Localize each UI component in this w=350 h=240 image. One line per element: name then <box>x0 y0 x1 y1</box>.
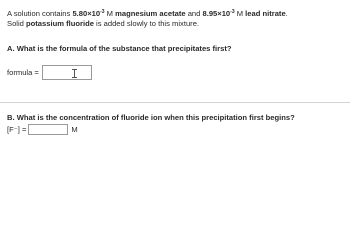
magnesium-species: magnesium acetate <box>115 9 186 18</box>
part-b-question <box>7 113 295 123</box>
problem-line-1 <box>7 9 347 19</box>
problem-line-2 <box>7 19 347 29</box>
lead-concentration-mantissa: 8.95×10 <box>202 9 231 18</box>
problem-text: A solution contains <box>7 9 73 18</box>
problem-text: Solid <box>7 19 26 28</box>
part-a-suffix: of the substance that precipitates first? <box>87 44 232 53</box>
magnesium-concentration-exponent: -3 <box>100 9 105 15</box>
part-a-prefix: A. What is the <box>7 44 60 53</box>
conjunction-text: and <box>185 9 203 18</box>
fluoride-concentration-input[interactable] <box>28 124 68 135</box>
lead-concentration <box>202 9 234 18</box>
added-species: potassium fluoride <box>26 19 94 28</box>
formula-label: formula = <box>7 67 39 77</box>
problem-text: is added slowly to this mixture. <box>93 19 200 28</box>
lead-concentration-exponent: -3 <box>230 9 235 15</box>
magnesium-concentration <box>72 9 104 18</box>
formula-input[interactable] <box>42 65 92 80</box>
text-cursor-icon <box>72 69 77 78</box>
lead-unit: M <box>234 9 246 18</box>
part-b-keyword: concentration of fluoride ion <box>59 113 163 122</box>
fluoride-label: [F⁻] = <box>7 124 27 134</box>
magnesium-unit: M <box>104 9 116 18</box>
part-a-question <box>7 44 232 54</box>
part-b-prefix: B. What is the <box>7 113 60 122</box>
sentence-end: . <box>285 9 288 18</box>
magnesium-concentration-mantissa: 5.80×10 <box>72 9 101 18</box>
fluoride-answer-row <box>7 123 78 135</box>
part-b-suffix: when this precipitation first begins? <box>162 113 295 122</box>
lead-species: lead nitrate <box>245 9 286 18</box>
section-divider <box>0 102 350 103</box>
formula-answer-row <box>7 62 92 82</box>
molarity-unit: M <box>71 124 78 134</box>
problem-statement <box>7 9 347 29</box>
part-a-keyword: formula <box>59 44 88 53</box>
